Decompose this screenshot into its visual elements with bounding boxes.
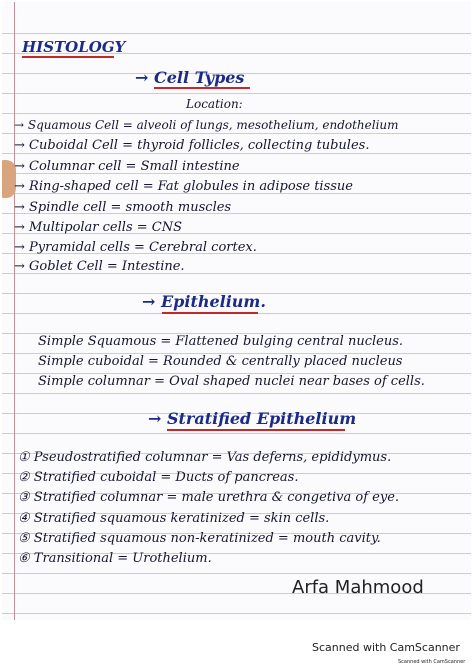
stratified-line: ⑥ Transitional = Urothelium. bbox=[18, 551, 212, 566]
epithelium-line: Simple Squamous = Flattened bulging central nucleus. bbox=[38, 334, 404, 349]
epithelium-line: Simple columnar = Oval shaped nuclei near bases of cells. bbox=[38, 374, 425, 389]
cell-type-line: → Goblet Cell = Intestine. bbox=[14, 259, 185, 274]
stratified-line: ② Stratified cuboidal = Ducts of pancreas. bbox=[18, 470, 299, 485]
epithelium-line: Simple cuboidal = Rounded & centrally placed nucleus bbox=[38, 354, 403, 369]
epithelium-heading: → Epithelium. bbox=[142, 292, 266, 311]
stratified-underline bbox=[167, 429, 345, 431]
location-label: Location: bbox=[186, 97, 243, 111]
cell-type-line: → Pyramidal cells = Cerebral cortex. bbox=[14, 240, 257, 255]
page-title: HISTOLOGY bbox=[22, 38, 126, 56]
cell-type-line: → Columnar cell = Small intestine bbox=[14, 159, 240, 174]
stratified-line: ③ Stratified columnar = male urethra & congetiva of eye. bbox=[18, 490, 400, 505]
notebook-page bbox=[2, 2, 471, 620]
scanner-watermark: Scanned with CamScanner bbox=[312, 641, 460, 654]
stratified-heading: → Stratified Epithelium bbox=[148, 409, 357, 428]
cell-type-line: → Multipolar cells = CNS bbox=[14, 220, 182, 235]
cell-type-line: → Spindle cell = smooth muscles bbox=[14, 200, 232, 215]
margin-line bbox=[14, 2, 15, 620]
cell-type-line: → Cuboidal Cell = thyroid follicles, collecting tubules. bbox=[14, 138, 370, 153]
stratified-line: ④ Stratified squamous keratinized = skin cells. bbox=[18, 511, 330, 526]
scanner-watermark-small: Scanned with CamScanner bbox=[398, 659, 466, 665]
epithelium-underline bbox=[162, 312, 258, 314]
cell-type-line: → Squamous Cell = alveoli of lungs, mesothelium, endothelium bbox=[14, 118, 399, 132]
title-underline bbox=[22, 56, 114, 58]
author-name: Arfa Mahmood bbox=[292, 577, 424, 598]
stratified-line: ⑤ Stratified squamous non-keratinized = mouth cavity. bbox=[18, 531, 381, 546]
stratified-line: ① Pseudostratified columnar = Vas deferns, epididymus. bbox=[18, 450, 392, 465]
cell-types-underline bbox=[154, 87, 250, 89]
cell-type-line: → Ring-shaped cell = Fat globules in adipose tissue bbox=[14, 179, 353, 194]
cell-types-heading: → Cell Types bbox=[135, 68, 245, 87]
